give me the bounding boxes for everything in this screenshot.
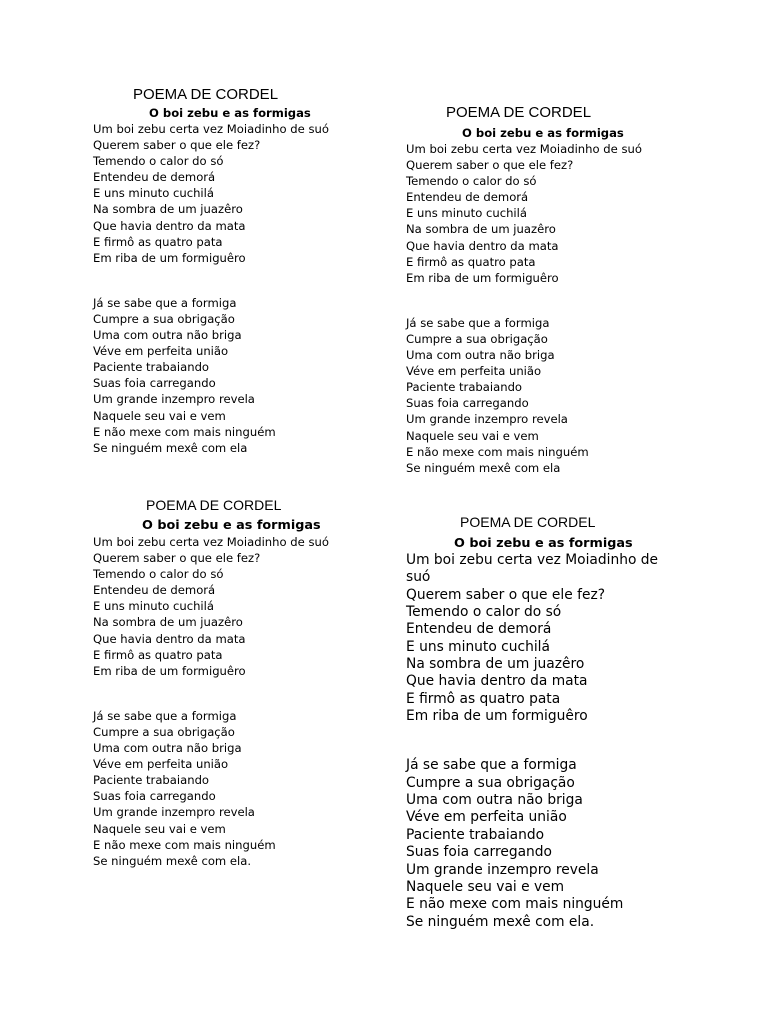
verse-line: Paciente trabaiando xyxy=(93,773,210,788)
verse-line: Em riba de um formiguêro xyxy=(406,270,559,285)
poem-stanza-1 xyxy=(406,552,658,725)
poem-heading: POEMA DE CORDEL xyxy=(446,104,592,121)
verse-line: Entendeu de demorá xyxy=(406,190,529,205)
poem-stanza-1 xyxy=(93,534,329,679)
verse-line: Uma com outra não briga xyxy=(406,348,555,363)
verse-line: Se ninguém mexê com ela xyxy=(406,460,561,475)
verse-line: Véve em perfeita união xyxy=(406,364,542,379)
verse-line: Que havia dentro da mata xyxy=(93,631,246,646)
verse-line: E uns minuto cuchilá xyxy=(406,638,550,655)
verse-line: Temendo o calor do só xyxy=(93,567,224,582)
verse-line: Cumpre a sua obrigação xyxy=(406,774,575,791)
verse-line: Querem saber o que ele fez? xyxy=(93,551,261,566)
verse-line: Suas foia carregando xyxy=(93,789,216,804)
verse-line: Entendeu de demorá xyxy=(93,170,216,185)
stanza-gap xyxy=(406,286,642,315)
verse-line: Naquele seu vai e vem xyxy=(93,821,226,836)
poem-copy-4 xyxy=(406,513,658,931)
verse-line: Cumpre a sua obrigação xyxy=(93,311,235,326)
verse-line: Temendo o calor do só xyxy=(93,154,224,169)
verse-line: Um grande inzempro revela xyxy=(93,392,255,407)
verse-line: Paciente trabaiando xyxy=(93,360,210,375)
verse-line: Um boi zebu certa vez Moiadinho de xyxy=(406,552,659,568)
verse-line: Véve em perfeita união xyxy=(93,757,229,772)
verse-line: Que havia dentro da mata xyxy=(406,238,559,253)
verse-line: Na sombra de um juazêro xyxy=(93,202,243,217)
verse-line: Uma com outra não briga xyxy=(406,792,583,809)
verse-line: Em riba de um formiguêro xyxy=(406,708,588,725)
verse-line: Cumpre a sua obrigação xyxy=(406,331,548,346)
stanza-gap xyxy=(93,266,329,295)
verse-line: suó xyxy=(406,569,431,586)
verse-line: Se ninguém mexê com ela. xyxy=(406,913,595,930)
poem-subtitle: O boi zebu e as formigas xyxy=(142,518,321,533)
poem-subtitle: O boi zebu e as formigas xyxy=(454,536,633,551)
verse-line: Um boi zebu certa vez Moiadinho de suó xyxy=(93,535,329,549)
verse-line: Entendeu de demorá xyxy=(406,621,552,638)
verse-line: Na sombra de um juazêro xyxy=(406,222,556,237)
verse-line: Em riba de um formiguêro xyxy=(93,250,246,265)
verse-line: Que havia dentro da mata xyxy=(406,673,588,690)
verse-line: Véve em perfeita união xyxy=(93,344,229,359)
poem-stanza-2 xyxy=(406,315,642,476)
poem-subtitle: O boi zebu e as formigas xyxy=(149,106,311,120)
poem-copy-1 xyxy=(93,86,329,456)
verse-line: Cumpre a sua obrigação xyxy=(93,724,235,739)
verse-line: E uns minuto cuchilá xyxy=(406,206,527,221)
verse-line: E uns minuto cuchilá xyxy=(93,186,214,201)
verse-line: Suas foia carregando xyxy=(406,396,529,411)
verse-line: Em riba de um formiguêro xyxy=(93,663,246,678)
verse-line: Véve em perfeita união xyxy=(406,809,567,826)
poem-stanza-2 xyxy=(93,295,329,456)
verse-line: E não mexe com mais ninguém xyxy=(93,837,276,852)
verse-line: Já se sabe que a formiga xyxy=(406,757,577,774)
verse-line: Querem saber o que ele fez? xyxy=(406,586,606,603)
verse-line: Já se sabe que a formiga xyxy=(93,708,237,723)
poem-copy-3 xyxy=(93,496,329,869)
verse-line: Já se sabe que a formiga xyxy=(406,315,550,330)
stanza-gap xyxy=(93,679,329,708)
verse-line: Temendo o calor do só xyxy=(406,174,537,189)
verse-line: Suas foia carregando xyxy=(93,376,216,391)
verse-line: Querem saber o que ele fez? xyxy=(93,138,261,153)
verse-line: E firmô as quatro pata xyxy=(406,254,536,269)
poem-subtitle: O boi zebu e as formigas xyxy=(462,126,624,140)
verse-line: Uma com outra não briga xyxy=(93,328,242,343)
verse-line: E firmô as quatro pata xyxy=(93,647,223,662)
poem-heading: POEMA DE CORDEL xyxy=(133,86,279,103)
poem-stanza-2 xyxy=(406,757,658,930)
verse-line: Uma com outra não briga xyxy=(93,741,242,756)
verse-line: Naquele seu vai e vem xyxy=(93,408,226,423)
verse-line: E firmô as quatro pata xyxy=(93,234,223,249)
verse-line: Se ninguém mexê com ela xyxy=(93,440,248,455)
verse-line: Entendeu de demorá xyxy=(93,583,216,598)
verse-line: E firmô as quatro pata xyxy=(406,690,561,707)
poem-copy-2 xyxy=(406,104,642,476)
verse-line: E não mexe com mais ninguém xyxy=(406,444,589,459)
verse-line: Naquele seu vai e vem xyxy=(406,878,565,895)
verse-line: E não mexe com mais ninguém xyxy=(93,424,276,439)
verse-line: Na sombra de um juazêro xyxy=(93,615,243,630)
verse-line: Um grande inzempro revela xyxy=(93,805,255,820)
poem-stanza-1 xyxy=(406,141,642,286)
verse-line: Um grande inzempro revela xyxy=(406,861,599,878)
verse-line: Na sombra de um juazêro xyxy=(406,656,585,673)
verse-line: E não mexe com mais ninguém xyxy=(406,896,624,913)
verse-line: Paciente trabaiando xyxy=(406,826,545,843)
poem-heading: POEMA DE CORDEL xyxy=(146,497,282,513)
poem-heading: POEMA DE CORDEL xyxy=(460,514,596,530)
verse-line: Já se sabe que a formiga xyxy=(93,295,237,310)
verse-line: Se ninguém mexê com ela. xyxy=(93,853,252,868)
verse-line: Temendo o calor do só xyxy=(406,604,562,621)
verse-line: Um boi zebu certa vez Moiadinho de suó xyxy=(406,142,642,156)
verse-line: Suas foia carregando xyxy=(406,844,552,861)
poem-stanza-2 xyxy=(93,708,329,869)
poem-stanza-1 xyxy=(93,121,329,266)
stanza-gap xyxy=(406,725,658,757)
verse-line: E uns minuto cuchilá xyxy=(93,599,214,614)
verse-line: Um grande inzempro revela xyxy=(406,412,568,427)
verse-line: Paciente trabaiando xyxy=(406,380,523,395)
verse-line: Querem saber o que ele fez? xyxy=(406,158,574,173)
verse-line: Um boi zebu certa vez Moiadinho de suó xyxy=(93,122,329,136)
verse-line: Que havia dentro da mata xyxy=(93,218,246,233)
verse-line: Naquele seu vai e vem xyxy=(406,428,539,443)
